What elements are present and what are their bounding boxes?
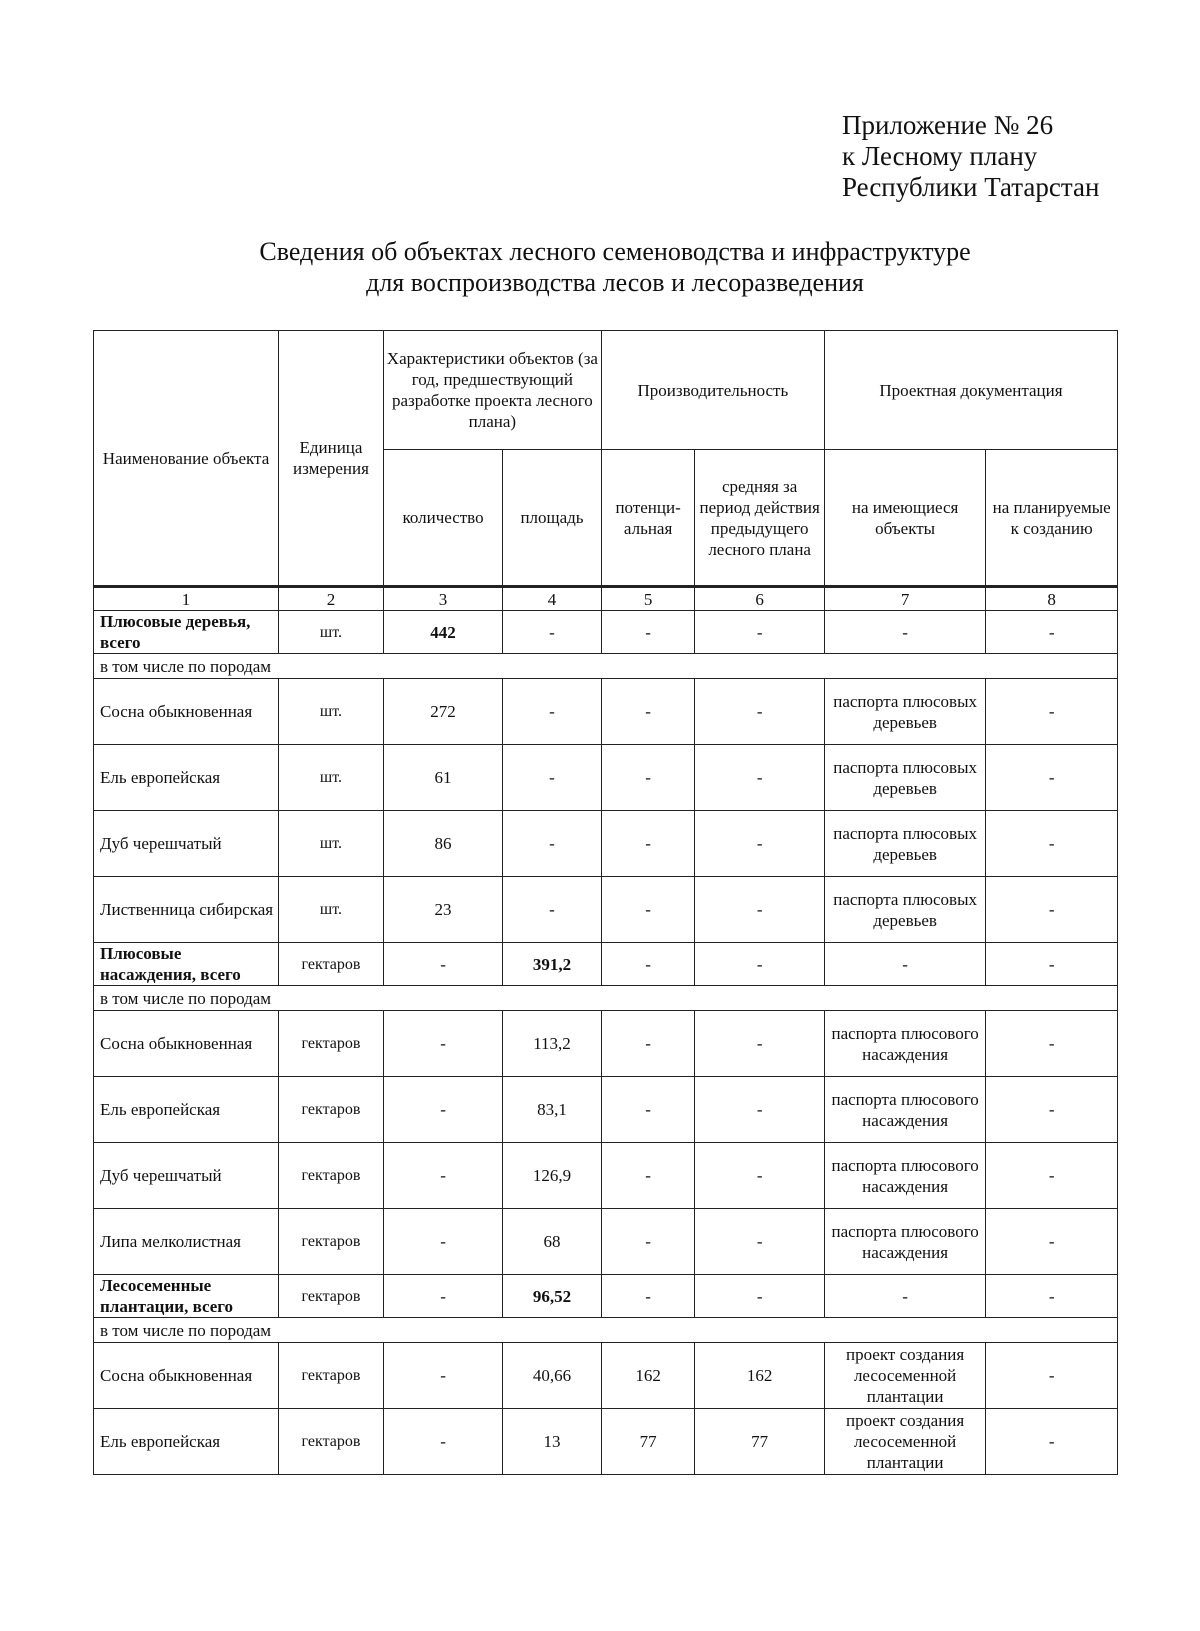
row-potential: - [601, 1077, 695, 1143]
row-doc-existing: паспорта плюсового насаждения [824, 1077, 985, 1143]
row-doc-existing: паспорта плюсовых деревьев [824, 877, 985, 943]
row-potential: - [601, 611, 695, 654]
header-row-1 [94, 331, 1118, 450]
row-quantity: 86 [383, 811, 502, 877]
row-doc-existing: паспорта плюсового насаждения [824, 1011, 985, 1077]
row-potential: 77 [601, 1409, 695, 1475]
row-potential: - [601, 1275, 695, 1318]
row-name: Сосна обыкновенная [94, 1343, 279, 1409]
row-average: - [695, 1011, 825, 1077]
row-doc-planned: - [986, 745, 1118, 811]
row-potential: - [601, 1143, 695, 1209]
row-doc-planned: - [986, 1143, 1118, 1209]
row-area: - [503, 611, 602, 654]
row-area: 40,66 [503, 1343, 602, 1409]
row-unit: гектаров [279, 1011, 384, 1077]
header-unit: Единица измерения [279, 331, 384, 587]
header-potential: потенци-альная [601, 450, 695, 587]
seed-objects-table [93, 330, 1118, 1475]
row-quantity: - [383, 1343, 502, 1409]
row-doc-planned: - [986, 1275, 1118, 1318]
row-potential: - [601, 811, 695, 877]
table-row [94, 1011, 1118, 1077]
column-number: 7 [824, 587, 985, 611]
title-line-1: Сведения об объектах лесного семеноводства и инфраструктуре [259, 237, 971, 266]
table-row [94, 877, 1118, 943]
row-quantity: 23 [383, 877, 502, 943]
row-unit: гектаров [279, 1343, 384, 1409]
row-average: - [695, 811, 825, 877]
column-number-row [94, 587, 1118, 611]
table-row [94, 745, 1118, 811]
row-doc-existing: - [824, 943, 985, 986]
header-quantity: количество [383, 450, 502, 587]
row-name: Плюсовые насаждения, всего [94, 943, 279, 986]
row-unit: гектаров [279, 1209, 384, 1275]
row-name: Дуб черешчатый [94, 1143, 279, 1209]
row-unit: гектаров [279, 1077, 384, 1143]
row-average: - [695, 1143, 825, 1209]
section-label: в том числе по породам [94, 1318, 1118, 1343]
row-quantity: - [383, 1011, 502, 1077]
table-row [94, 811, 1118, 877]
row-unit: шт. [279, 745, 384, 811]
row-potential: - [601, 943, 695, 986]
row-area: 113,2 [503, 1011, 602, 1077]
row-doc-planned: - [986, 611, 1118, 654]
row-doc-existing: паспорта плюсового насаждения [824, 1209, 985, 1275]
row-average: - [695, 679, 825, 745]
title-line-2: для воспроизводства лесов и лесоразведения [366, 268, 864, 297]
appendix-line-3: Республики Татарстан [842, 172, 1100, 202]
appendix-line-2: к Лесному плану [842, 141, 1038, 171]
row-area: 126,9 [503, 1143, 602, 1209]
column-number: 8 [986, 587, 1118, 611]
row-average: - [695, 1077, 825, 1143]
document-title [100, 236, 1130, 298]
row-average: - [695, 1275, 825, 1318]
row-potential: - [601, 679, 695, 745]
row-unit: шт. [279, 679, 384, 745]
row-quantity: - [383, 943, 502, 986]
header-characteristics: Характеристики объектов (за год, предшествующий разработке проекта лесного плана) [383, 331, 601, 450]
row-doc-planned: - [986, 679, 1118, 745]
row-potential: - [601, 1011, 695, 1077]
row-potential: 162 [601, 1343, 695, 1409]
row-quantity: 61 [383, 745, 502, 811]
column-number: 5 [601, 587, 695, 611]
row-average: - [695, 745, 825, 811]
row-average: - [695, 1209, 825, 1275]
row-area: 68 [503, 1209, 602, 1275]
row-potential: - [601, 745, 695, 811]
header-average: средняя за период действия предыдущего лесного плана [695, 450, 825, 587]
row-name: Лесосеменные плантации, всего [94, 1275, 279, 1318]
header-area: площадь [503, 450, 602, 587]
row-doc-existing: - [824, 611, 985, 654]
row-name: Плюсовые деревья, всего [94, 611, 279, 654]
row-potential: - [601, 1209, 695, 1275]
column-number: 6 [695, 587, 825, 611]
row-potential: - [601, 877, 695, 943]
row-unit: шт. [279, 611, 384, 654]
row-quantity: 442 [383, 611, 502, 654]
row-name: Сосна обыкновенная [94, 679, 279, 745]
row-unit: гектаров [279, 1409, 384, 1475]
row-doc-planned: - [986, 1011, 1118, 1077]
row-area: 13 [503, 1409, 602, 1475]
total-row [94, 611, 1118, 654]
row-name: Липа мелколистная [94, 1209, 279, 1275]
row-unit: шт. [279, 811, 384, 877]
table-row [94, 1409, 1118, 1475]
row-area: - [503, 877, 602, 943]
row-doc-planned: - [986, 943, 1118, 986]
header-planned: на планируемые к созданию [986, 450, 1118, 587]
row-doc-planned: - [986, 1409, 1118, 1475]
row-doc-existing: паспорта плюсового насаждения [824, 1143, 985, 1209]
table-row [94, 1343, 1118, 1409]
row-name: Ель европейская [94, 745, 279, 811]
section-label: в том числе по породам [94, 986, 1118, 1011]
row-name: Ель европейская [94, 1077, 279, 1143]
row-doc-planned: - [986, 1209, 1118, 1275]
row-doc-existing: - [824, 1275, 985, 1318]
row-area: 96,52 [503, 1275, 602, 1318]
row-average: 77 [695, 1409, 825, 1475]
row-doc-planned: - [986, 811, 1118, 877]
table-row [94, 1143, 1118, 1209]
row-doc-existing: паспорта плюсовых деревьев [824, 811, 985, 877]
row-area: - [503, 745, 602, 811]
row-name: Ель европейская [94, 1409, 279, 1475]
row-area: - [503, 679, 602, 745]
row-doc-existing: паспорта плюсовых деревьев [824, 679, 985, 745]
section-label: в том числе по породам [94, 654, 1118, 679]
header-productivity: Производительность [601, 331, 824, 450]
row-area: - [503, 811, 602, 877]
row-doc-existing: проект создания лесосеменной плантации [824, 1343, 985, 1409]
row-name: Лиственница сибирская [94, 877, 279, 943]
table-row [94, 1209, 1118, 1275]
row-average: - [695, 877, 825, 943]
row-average: - [695, 943, 825, 986]
row-doc-planned: - [986, 877, 1118, 943]
row-quantity: - [383, 1209, 502, 1275]
column-number: 4 [503, 587, 602, 611]
row-doc-planned: - [986, 1077, 1118, 1143]
table-row [94, 1077, 1118, 1143]
row-quantity: - [383, 1275, 502, 1318]
row-name: Дуб черешчатый [94, 811, 279, 877]
row-average: - [695, 611, 825, 654]
section-row [94, 986, 1118, 1011]
header-documentation: Проектная документация [824, 331, 1117, 450]
row-average: 162 [695, 1343, 825, 1409]
row-unit: гектаров [279, 943, 384, 986]
appendix-note [842, 110, 1099, 203]
column-number: 1 [94, 587, 279, 611]
row-doc-existing: паспорта плюсовых деревьев [824, 745, 985, 811]
row-quantity: - [383, 1077, 502, 1143]
row-unit: гектаров [279, 1143, 384, 1209]
section-row [94, 1318, 1118, 1343]
row-doc-existing: проект создания лесосеменной плантации [824, 1409, 985, 1475]
total-row [94, 943, 1118, 986]
row-area: 391,2 [503, 943, 602, 986]
table-row [94, 679, 1118, 745]
column-number: 3 [383, 587, 502, 611]
row-unit: шт. [279, 877, 384, 943]
column-number: 2 [279, 587, 384, 611]
total-row [94, 1275, 1118, 1318]
row-area: 83,1 [503, 1077, 602, 1143]
section-row [94, 654, 1118, 679]
row-doc-planned: - [986, 1343, 1118, 1409]
header-name: Наименование объекта [94, 331, 279, 587]
row-quantity: - [383, 1143, 502, 1209]
row-name: Сосна обыкновенная [94, 1011, 279, 1077]
appendix-line-1: Приложение № 26 [842, 110, 1054, 140]
row-quantity: 272 [383, 679, 502, 745]
header-existing: на имеющиеся объекты [824, 450, 985, 587]
row-unit: гектаров [279, 1275, 384, 1318]
row-quantity: - [383, 1409, 502, 1475]
